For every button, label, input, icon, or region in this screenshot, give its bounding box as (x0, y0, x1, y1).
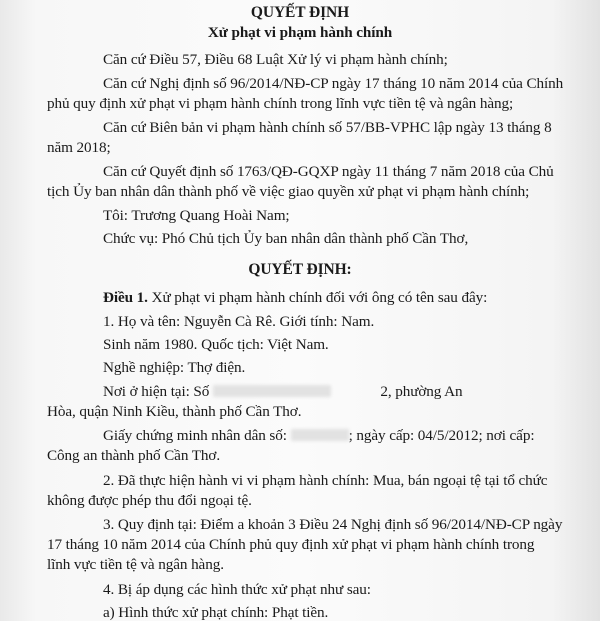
article-1-text: Xử phạt vi phạm hành chính đối với ông có tên sau đây: (151, 289, 488, 306)
preamble-line: tịch Ủy ban nhân dân thành phố về việc giao quyền xử phạt vi phạm hành chính; (47, 183, 530, 200)
id-card-tail: ; ngày cấp: 04/5/2012; nơi cấp: (348, 427, 535, 444)
redacted-address (213, 385, 331, 397)
regulation-line: lĩnh vực tiền tệ và ngân hàng. (47, 556, 224, 573)
violation-line: không được phép thu đổi ngoại tệ. (47, 492, 252, 509)
address-label: Nơi ở hiện tại: Số (103, 383, 210, 400)
preamble-line: Căn cứ Điều 57, Điều 68 Luật Xử lý vi phạm hành chính; (103, 51, 448, 68)
document-subtitle: Xử phạt vi phạm hành chính (207, 24, 393, 41)
redacted-id-number (291, 429, 349, 441)
id-card-issuer: Công an thành phố Cần Thơ. (47, 447, 221, 464)
address-line (103, 383, 463, 401)
preamble-line: Căn cứ Quyết định số 1763/QĐ-GQXP ngày 11 tháng 7 năm 2018 của Chủ (103, 163, 554, 180)
article-1-label: Điều 1. (103, 289, 148, 306)
occupation: Nghề nghiệp: Thợ điện. (103, 359, 246, 376)
address-tail: 2, phường An (380, 383, 463, 400)
signer-position: Chức vụ: Phó Chủ tịch Ủy ban nhân dân thành phố Cần Thơ, (103, 230, 469, 247)
regulation-line: 17 tháng 10 năm 2014 của Chính phủ quy định xử phạt vi phạm hành chính trong (47, 536, 535, 553)
id-card-line (103, 427, 534, 445)
article-1-line (103, 289, 487, 307)
violator-name: 1. Họ và tên: Nguyễn Cà Rê. Giới tính: Nam. (103, 313, 375, 330)
preamble-line: Căn cứ Biên bản vi phạm hành chính số 57/BB-VPHC lập ngày 13 tháng 8 (103, 119, 552, 136)
regulation-line: 3. Quy định tại: Điểm a khoản 3 Điều 24 Nghị định số 96/2014/NĐ-CP ngày (103, 516, 563, 533)
signer-name: Tôi: Trương Quang Hoài Nam; (103, 207, 290, 224)
address-line: Hòa, quận Ninh Kiều, thành phố Cần Thơ. (47, 403, 302, 420)
main-penalty: a) Hình thức xử phạt chính: Phạt tiền. (103, 604, 329, 621)
decision-heading: QUYẾT ĐỊNH: (248, 261, 352, 278)
preamble-line: Căn cứ Nghị định số 96/2014/NĐ-CP ngày 17 tháng 10 năm 2014 của Chính (103, 75, 564, 92)
preamble-line: phủ quy định xử phạt vi phạm hành chính trong lĩnh vực tiền tệ và ngân hàng; (47, 95, 514, 112)
violation-line: 2. Đã thực hiện hành vi vi phạm hành chính: Mua, bán ngoại tệ tại tổ chức (103, 472, 548, 489)
preamble-line: năm 2018; (47, 139, 111, 156)
penalty-heading: 4. Bị áp dụng các hình thức xử phạt như sau: (103, 581, 371, 598)
document-title: QUYẾT ĐỊNH (250, 4, 350, 21)
birth-nationality: Sinh năm 1980. Quốc tịch: Việt Nam. (103, 336, 329, 353)
id-card-label: Giấy chứng minh nhân dân số: (103, 427, 287, 444)
